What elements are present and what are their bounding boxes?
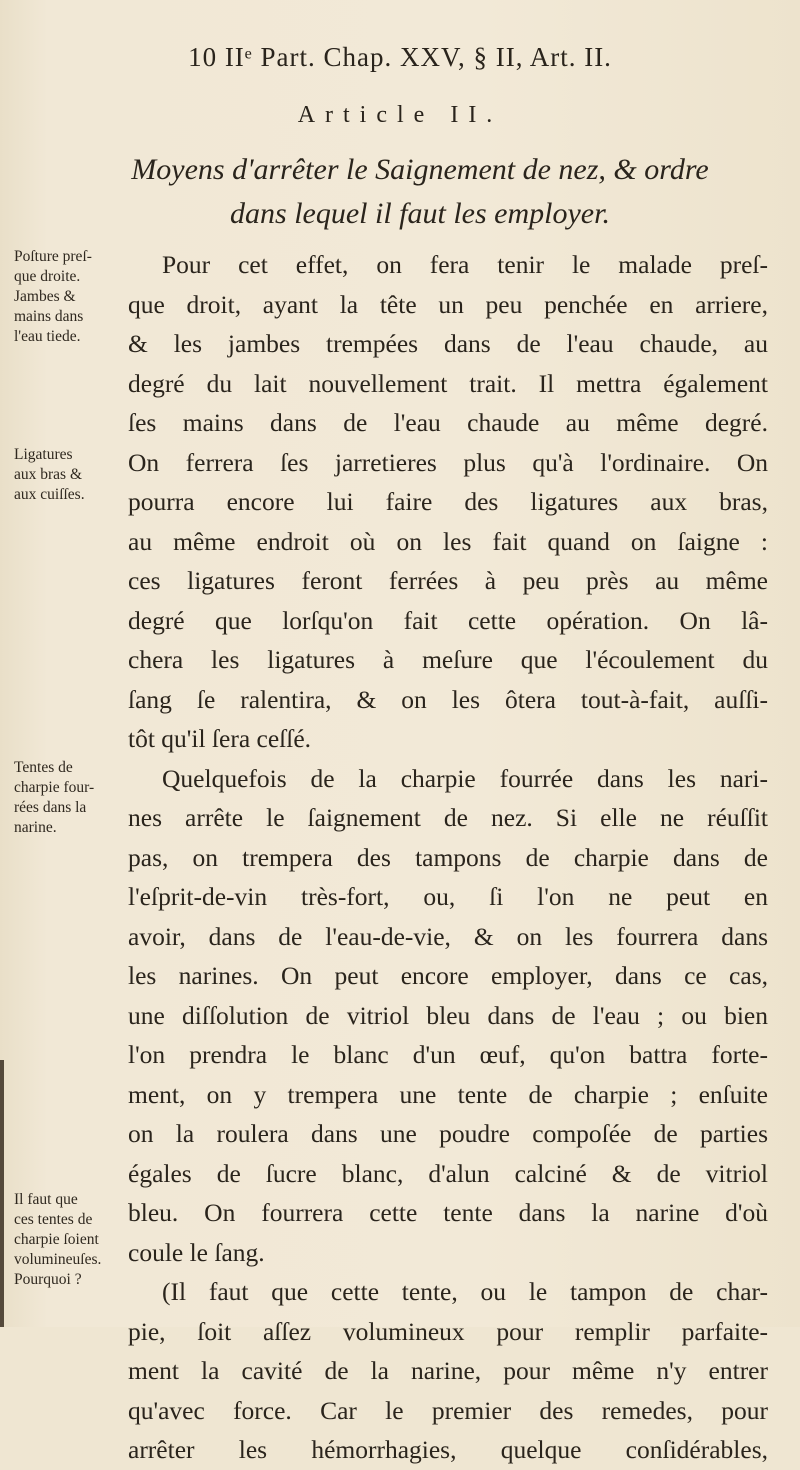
- margin-note-tentes: [14, 758, 124, 838]
- text-line: ces ligatures feront ferrées à peu près au même: [128, 566, 768, 595]
- margin-note-ligatures: [14, 445, 124, 505]
- text-line: Quelquefois de la charpie fourrée dans les nari-: [162, 763, 768, 793]
- text-line: une diſſolution de vitriol bleu dans de l'eau ; ou bien: [128, 1000, 768, 1030]
- text-line: nes arrête le ſaignement de nez. Si elle ne réuſſit: [128, 803, 768, 832]
- margin-note-line: volumineuſes.: [14, 1251, 102, 1268]
- margin-note-line: Poſture preſ-: [14, 248, 92, 265]
- text-line: bleu. On fourrera cette tente dans la narine d'où: [128, 1198, 768, 1227]
- text-line: ſang ſe ralentira, & on les ôtera tout-à-fait, auſſi-: [128, 684, 768, 714]
- text-line: (Il faut que cette tente, ou le tampon de char-: [162, 1277, 768, 1306]
- margin-note-line: aux cuiſſes.: [14, 486, 85, 503]
- margin-note-line: que droite.: [14, 268, 81, 285]
- text-line: On ferrera ſes jarretieres plus qu'à l'ordinaire. On: [128, 447, 768, 477]
- text-line: l'on prendra le blanc d'un œuf, qu'on battra forte-: [128, 1040, 768, 1069]
- article-subtitle: [70, 148, 770, 236]
- text-line: chera les ligatures à meſure que l'écoulement du: [128, 645, 768, 674]
- margin-note-line: narine.: [14, 819, 57, 836]
- margin-note-line: Ligatures: [14, 446, 73, 463]
- text-line: pourra encore lui faire des ligatures aux bras,: [128, 487, 768, 516]
- subtitle-line: dans lequel il faut les employer.: [230, 197, 610, 230]
- text-line: égales de ſucre blanc, d'alun calciné & de vitriol: [128, 1158, 768, 1188]
- text-line: & les jambes trempées dans de l'eau chaude, au: [128, 329, 768, 358]
- margin-note-line: ces tentes de: [14, 1211, 93, 1228]
- text-line: degré du lait nouvellement trait. Il mettra également: [128, 368, 768, 398]
- text-line: que droit, ayant la tête un peu penchée en arriere,: [128, 289, 768, 319]
- text-line: avoir, dans de l'eau-de-vie, & on les fourrera dans: [128, 921, 768, 951]
- text-line: ment, on y trempera une tente de charpie ; enſuite: [128, 1079, 768, 1109]
- margin-note-volumineuses: [14, 1190, 124, 1290]
- text-line: degré que lorſqu'on fait cette opération. On lâ-: [128, 605, 768, 635]
- text-line: tôt qu'il ſera ceſſé.: [128, 724, 312, 753]
- text-line: arrêter les hémorrhagies, quelque conſidérables,: [128, 1435, 768, 1464]
- article-title: Article II.: [297, 102, 503, 128]
- margin-note-posture: [14, 247, 124, 347]
- subtitle-line: Moyens d'arrêter le Saignement de nez, & ordre: [131, 153, 709, 186]
- text-line: Pour cet effet, on fera tenir le malade preſ-: [162, 250, 768, 279]
- text-line: qu'avec force. Car le premier des remedes, pour: [128, 1395, 768, 1425]
- margin-note-line: charpie four-: [14, 779, 95, 796]
- body-text: [128, 245, 768, 1470]
- margin-note-line: l'eau tiede.: [14, 328, 81, 345]
- text-line: pie, ſoit aſſez volumineux pour remplir parfaite-: [128, 1316, 768, 1346]
- text-line: les narines. On peut encore employer, dans ce cas,: [128, 961, 768, 990]
- text-line: pas, on trempera des tampons de charpie dans de: [128, 842, 768, 872]
- text-line: ment la cavité de la narine, pour même n'y entrer: [128, 1356, 768, 1385]
- margin-note-line: aux bras &: [14, 466, 83, 483]
- text-line: on la roulera dans une poudre compoſée de parties: [128, 1119, 768, 1148]
- margin-note-line: mains dans: [14, 308, 84, 325]
- text-line: coule le ſang.: [128, 1237, 265, 1267]
- text-line: ſes mains dans de l'eau chaude au même degré.: [128, 408, 768, 437]
- margin-note-line: Pourquoi ?: [14, 1271, 82, 1288]
- margin-note-line: Tentes de: [14, 759, 73, 776]
- margin-note-line: Jambes &: [14, 288, 76, 305]
- margin-note-line: rées dans la: [14, 799, 87, 816]
- page-edge-shadow: [0, 1060, 4, 1327]
- running-head: 10 IIᵉ Part. Chap. XXV, § II, Art. II.: [188, 42, 612, 72]
- text-line: au même endroit où on les fait quand on ſaigne :: [128, 526, 768, 556]
- text-line: l'eſprit-de-vin très-fort, ou, ſi l'on ne peut en: [128, 882, 768, 911]
- margin-note-line: Il faut que: [14, 1191, 78, 1208]
- margin-note-line: charpie ſoient: [14, 1231, 99, 1248]
